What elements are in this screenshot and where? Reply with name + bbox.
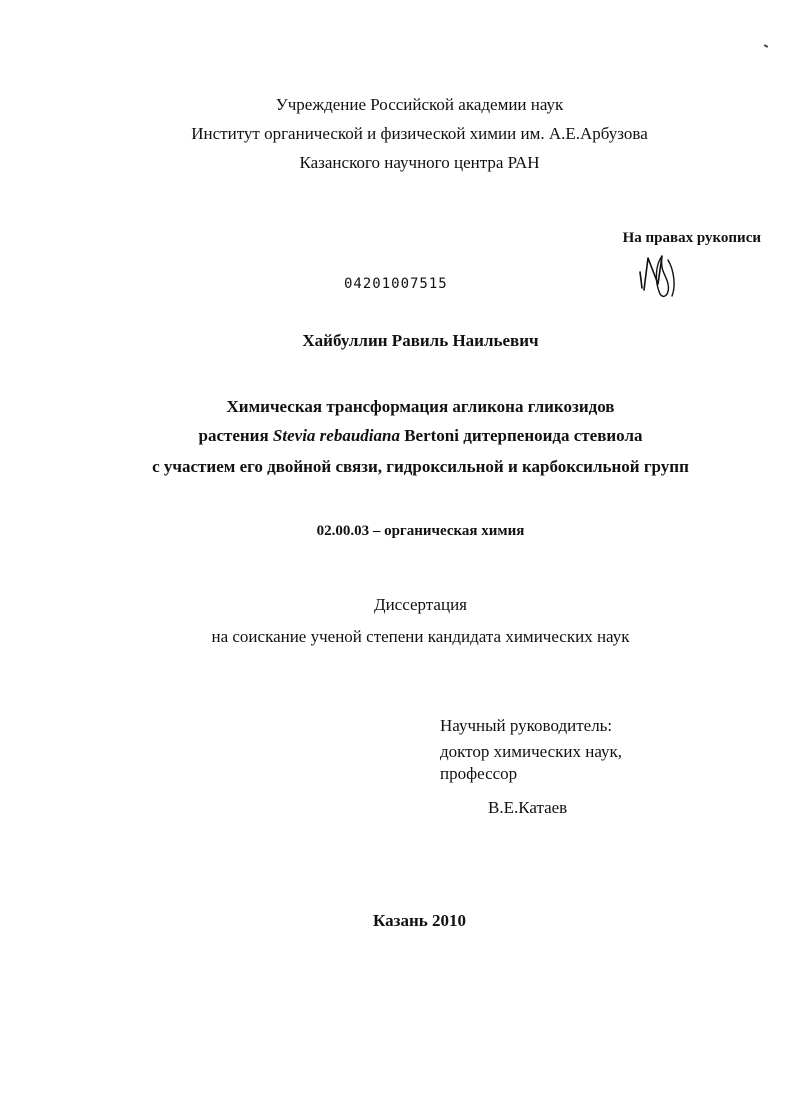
- title-line-2-suffix: Bertoni дитерпеноида стевиола: [399, 426, 643, 445]
- dissertation-label: Диссертация: [373, 595, 467, 614]
- supervisor-rank: профессор: [440, 764, 518, 783]
- document-code: 04201007515: [344, 276, 448, 292]
- title-line-2: [21, 426, 799, 446]
- title-line-2-prefix: растения: [198, 426, 273, 445]
- title-line-1: Химическая трансформация агликона гликозидов: [226, 397, 615, 416]
- specialty-code: 02.00.03 – органическая химия: [316, 523, 525, 539]
- supervisor-degree: доктор химических наук,: [440, 742, 623, 761]
- title-line-3: с участием его двойной связи, гидроксильной и карбоксильной групп: [152, 457, 689, 476]
- title-species-name: Stevia rebaudiana: [272, 426, 400, 445]
- author-name: Хайбуллин Равиль Наильевич: [302, 331, 539, 350]
- scan-speck: [764, 44, 768, 48]
- supervisor-name: В.Е.Катаев: [488, 798, 568, 817]
- degree-statement: на соискание ученой степени кандидата химических наук: [211, 627, 630, 646]
- supervisor-label: Научный руководитель:: [440, 716, 613, 735]
- signature-mark: [632, 250, 682, 302]
- manuscript-rights: На правах рукописи: [622, 230, 761, 246]
- city-year: Казань 2010: [373, 911, 466, 930]
- institution-line-1: Учреждение Российской академии наук: [275, 95, 564, 114]
- institution-line-2: Институт органической и физической химии им. А.Е.Арбузова: [191, 124, 648, 143]
- institution-line-3: Казанского научного центра РАН: [299, 153, 540, 172]
